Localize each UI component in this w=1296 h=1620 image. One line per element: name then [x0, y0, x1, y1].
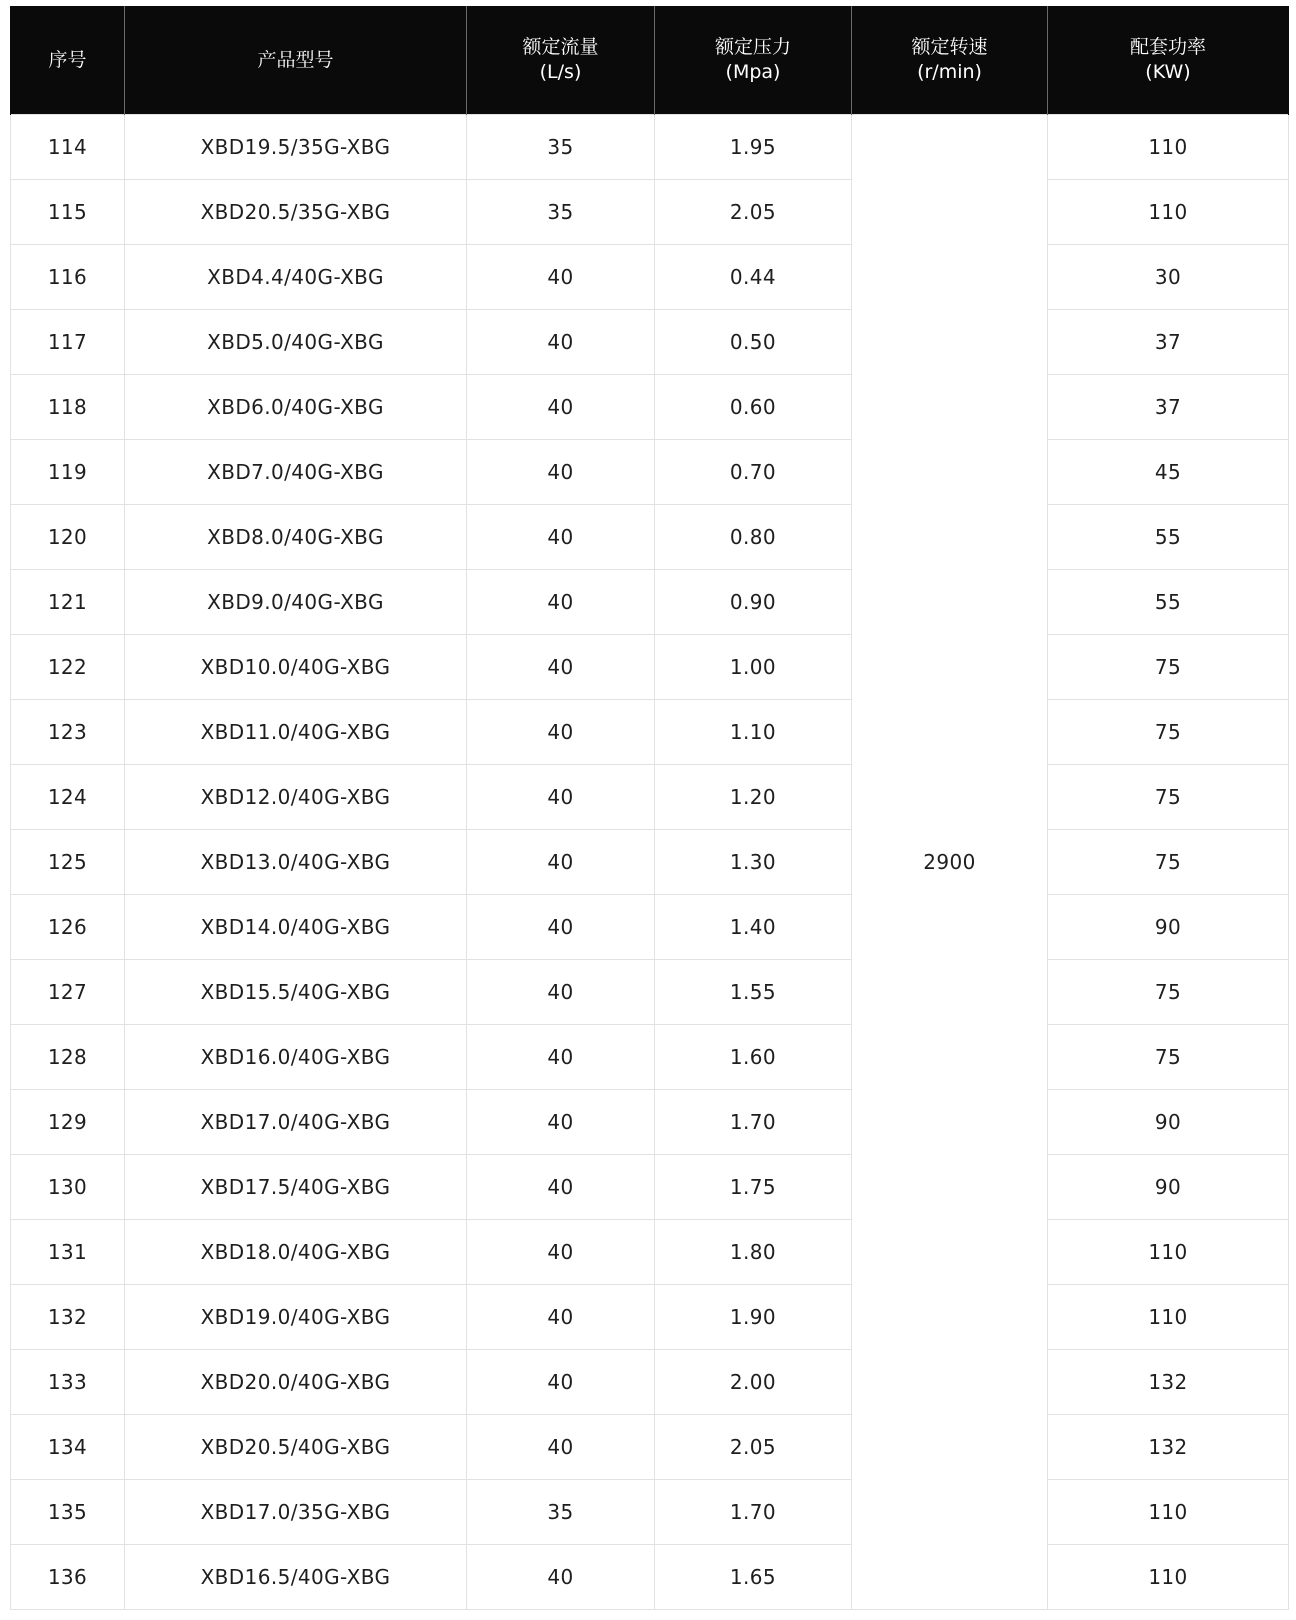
cell-index: 123 — [11, 700, 125, 765]
table-row — [11, 115, 1289, 180]
cell-power: 110 — [1048, 115, 1289, 180]
cell-pressure: 1.60 — [655, 1025, 852, 1090]
table-row — [11, 1480, 1289, 1545]
cell-model: XBD5.0/40G-XBG — [125, 310, 467, 375]
header-speed: 额定转速 (r/min) — [852, 6, 1048, 115]
cell-index: 124 — [11, 765, 125, 830]
table-row — [11, 570, 1289, 635]
header-power: 配套功率 (KW) — [1048, 6, 1289, 115]
cell-flow: 35 — [467, 115, 655, 180]
cell-model: XBD13.0/40G-XBG — [125, 830, 467, 895]
cell-pressure: 0.90 — [655, 570, 852, 635]
cell-pressure: 1.55 — [655, 960, 852, 1025]
cell-pressure: 1.00 — [655, 635, 852, 700]
cell-model: XBD19.5/35G-XBG — [125, 115, 467, 180]
cell-index: 117 — [11, 310, 125, 375]
cell-index: 133 — [11, 1350, 125, 1415]
cell-flow: 40 — [467, 1155, 655, 1220]
cell-index: 115 — [11, 180, 125, 245]
cell-index: 116 — [11, 245, 125, 310]
table-row — [11, 310, 1289, 375]
table-row — [11, 1285, 1289, 1350]
cell-index: 114 — [11, 115, 125, 180]
cell-model: XBD20.0/40G-XBG — [125, 1350, 467, 1415]
cell-flow: 40 — [467, 1025, 655, 1090]
cell-pressure: 0.70 — [655, 440, 852, 505]
cell-model: XBD15.5/40G-XBG — [125, 960, 467, 1025]
table-row — [11, 1155, 1289, 1220]
cell-pressure: 2.00 — [655, 1350, 852, 1415]
cell-power: 110 — [1048, 1220, 1289, 1285]
cell-pressure: 1.30 — [655, 830, 852, 895]
cell-flow: 40 — [467, 440, 655, 505]
cell-flow: 40 — [467, 960, 655, 1025]
table-row — [11, 700, 1289, 765]
cell-flow: 40 — [467, 1090, 655, 1155]
cell-flow: 40 — [467, 895, 655, 960]
cell-power: 110 — [1048, 1545, 1289, 1610]
table-row — [11, 830, 1289, 895]
cell-model: XBD20.5/40G-XBG — [125, 1415, 467, 1480]
cell-model: XBD4.4/40G-XBG — [125, 245, 467, 310]
cell-model: XBD16.0/40G-XBG — [125, 1025, 467, 1090]
cell-model: XBD20.5/35G-XBG — [125, 180, 467, 245]
cell-index: 122 — [11, 635, 125, 700]
cell-flow: 40 — [467, 1350, 655, 1415]
cell-index: 127 — [11, 960, 125, 1025]
cell-power: 75 — [1048, 635, 1289, 700]
cell-index: 126 — [11, 895, 125, 960]
cell-pressure: 1.95 — [655, 115, 852, 180]
table-row — [11, 440, 1289, 505]
cell-pressure: 1.90 — [655, 1285, 852, 1350]
table-row — [11, 1415, 1289, 1480]
cell-pressure: 0.50 — [655, 310, 852, 375]
cell-index: 125 — [11, 830, 125, 895]
cell-pressure: 2.05 — [655, 1415, 852, 1480]
header-row — [11, 6, 1289, 115]
cell-model: XBD17.5/40G-XBG — [125, 1155, 467, 1220]
cell-index: 135 — [11, 1480, 125, 1545]
cell-model: XBD19.0/40G-XBG — [125, 1285, 467, 1350]
cell-flow: 40 — [467, 375, 655, 440]
cell-flow: 40 — [467, 765, 655, 830]
cell-power: 75 — [1048, 765, 1289, 830]
cell-model: XBD17.0/40G-XBG — [125, 1090, 467, 1155]
cell-model: XBD12.0/40G-XBG — [125, 765, 467, 830]
cell-model: XBD8.0/40G-XBG — [125, 505, 467, 570]
cell-power: 132 — [1048, 1415, 1289, 1480]
cell-power: 110 — [1048, 180, 1289, 245]
cell-flow: 40 — [467, 700, 655, 765]
cell-speed: 2900 — [852, 115, 1048, 1610]
cell-power: 37 — [1048, 375, 1289, 440]
table-row — [11, 505, 1289, 570]
cell-flow: 40 — [467, 1285, 655, 1350]
cell-flow: 35 — [467, 180, 655, 245]
cell-pressure: 1.10 — [655, 700, 852, 765]
table-row — [11, 245, 1289, 310]
cell-flow: 40 — [467, 310, 655, 375]
cell-power: 45 — [1048, 440, 1289, 505]
cell-power: 90 — [1048, 1090, 1289, 1155]
cell-index: 130 — [11, 1155, 125, 1220]
header-pressure: 额定压力 (Mpa) — [655, 6, 852, 115]
cell-flow: 40 — [467, 570, 655, 635]
cell-index: 120 — [11, 505, 125, 570]
cell-power: 90 — [1048, 895, 1289, 960]
cell-flow: 40 — [467, 635, 655, 700]
cell-model: XBD11.0/40G-XBG — [125, 700, 467, 765]
cell-index: 121 — [11, 570, 125, 635]
cell-index: 119 — [11, 440, 125, 505]
cell-index: 118 — [11, 375, 125, 440]
cell-pressure: 1.65 — [655, 1545, 852, 1610]
cell-index: 132 — [11, 1285, 125, 1350]
cell-flow: 40 — [467, 245, 655, 310]
cell-power: 75 — [1048, 700, 1289, 765]
table-row — [11, 1350, 1289, 1415]
cell-flow: 40 — [467, 505, 655, 570]
cell-index: 136 — [11, 1545, 125, 1610]
header-index: 序号 — [11, 6, 125, 115]
cell-pressure: 1.40 — [655, 895, 852, 960]
cell-pressure: 0.80 — [655, 505, 852, 570]
cell-pressure: 1.20 — [655, 765, 852, 830]
cell-power: 75 — [1048, 830, 1289, 895]
cell-flow: 40 — [467, 830, 655, 895]
table-row — [11, 1090, 1289, 1155]
cell-model: XBD16.5/40G-XBG — [125, 1545, 467, 1610]
cell-flow: 40 — [467, 1545, 655, 1610]
table-body — [11, 115, 1289, 1610]
cell-index: 134 — [11, 1415, 125, 1480]
cell-index: 129 — [11, 1090, 125, 1155]
header-flow: 额定流量 (L/s) — [467, 6, 655, 115]
table-row — [11, 1545, 1289, 1610]
cell-model: XBD18.0/40G-XBG — [125, 1220, 467, 1285]
table-row — [11, 1025, 1289, 1090]
table-row — [11, 960, 1289, 1025]
cell-power: 55 — [1048, 505, 1289, 570]
cell-pressure: 0.60 — [655, 375, 852, 440]
cell-power: 90 — [1048, 1155, 1289, 1220]
cell-power: 110 — [1048, 1285, 1289, 1350]
cell-flow: 40 — [467, 1220, 655, 1285]
cell-flow: 35 — [467, 1480, 655, 1545]
cell-power: 132 — [1048, 1350, 1289, 1415]
table-row — [11, 895, 1289, 960]
cell-flow: 40 — [467, 1415, 655, 1480]
table-row — [11, 635, 1289, 700]
cell-model: XBD10.0/40G-XBG — [125, 635, 467, 700]
cell-model: XBD17.0/35G-XBG — [125, 1480, 467, 1545]
cell-pressure: 1.70 — [655, 1480, 852, 1545]
cell-power: 55 — [1048, 570, 1289, 635]
cell-power: 75 — [1048, 1025, 1289, 1090]
cell-pressure: 1.80 — [655, 1220, 852, 1285]
cell-power: 110 — [1048, 1480, 1289, 1545]
table-row — [11, 375, 1289, 440]
cell-pressure: 1.70 — [655, 1090, 852, 1155]
cell-pressure: 0.44 — [655, 245, 852, 310]
table-header — [11, 6, 1289, 115]
pump-spec-table — [10, 6, 1289, 1610]
cell-pressure: 2.05 — [655, 180, 852, 245]
cell-model: XBD7.0/40G-XBG — [125, 440, 467, 505]
table-row — [11, 1220, 1289, 1285]
cell-model: XBD14.0/40G-XBG — [125, 895, 467, 960]
cell-index: 128 — [11, 1025, 125, 1090]
cell-power: 75 — [1048, 960, 1289, 1025]
cell-model: XBD9.0/40G-XBG — [125, 570, 467, 635]
table-row — [11, 180, 1289, 245]
table-row — [11, 765, 1289, 830]
header-model: 产品型号 — [125, 6, 467, 115]
cell-model: XBD6.0/40G-XBG — [125, 375, 467, 440]
cell-power: 37 — [1048, 310, 1289, 375]
cell-pressure: 1.75 — [655, 1155, 852, 1220]
cell-power: 30 — [1048, 245, 1289, 310]
cell-index: 131 — [11, 1220, 125, 1285]
